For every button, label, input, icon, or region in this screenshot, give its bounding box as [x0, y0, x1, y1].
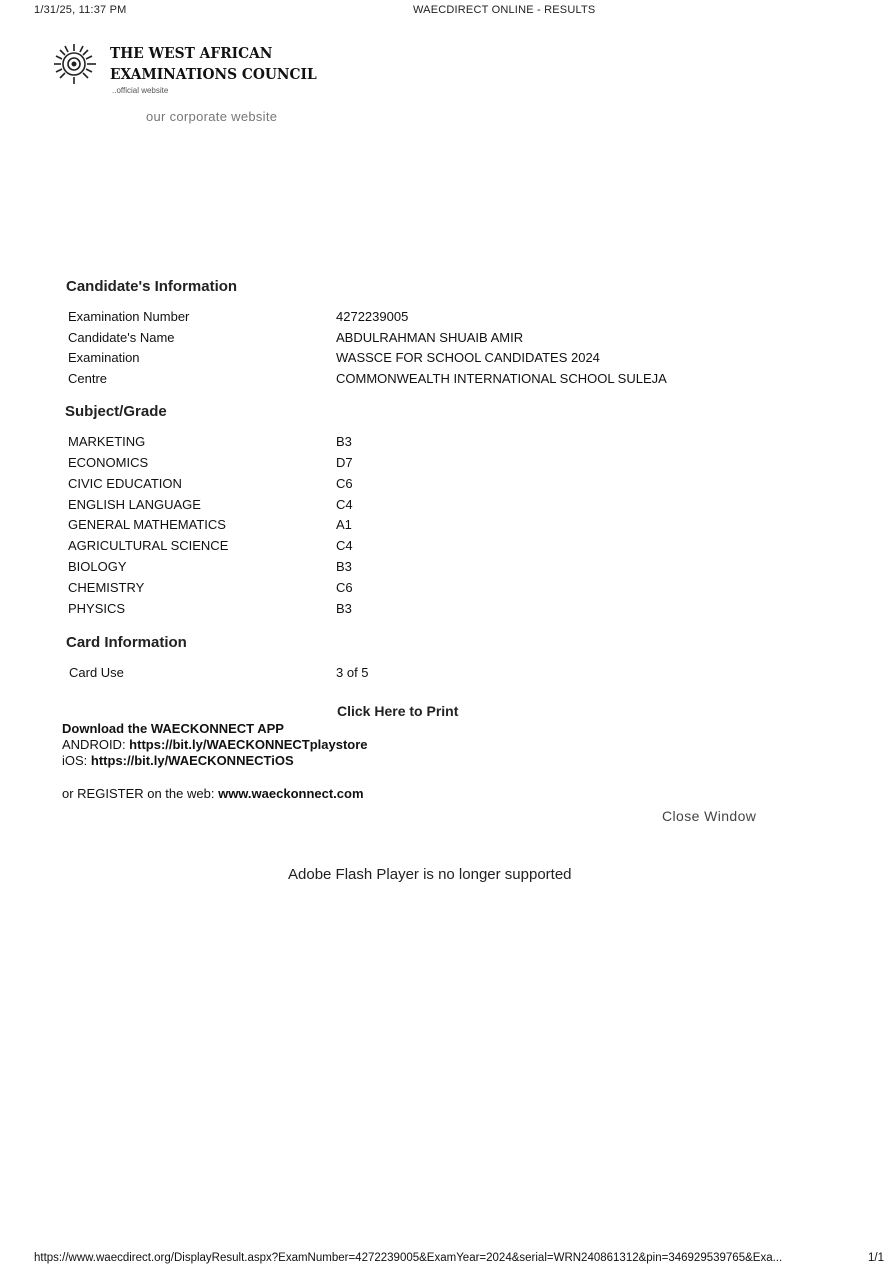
print-button[interactable]: Click Here to Print	[337, 703, 459, 719]
centre-label: Centre	[68, 371, 108, 386]
register-link[interactable]: www.waeckonnect.com	[218, 786, 364, 801]
card-use-value: 3 of 5	[336, 665, 369, 680]
exam-number-label: Examination Number	[68, 309, 190, 324]
centre-value: COMMONWEALTH INTERNATIONAL SCHOOL SULEJA	[336, 371, 667, 386]
print-page-title: WAECDIRECT ONLINE - RESULTS	[413, 4, 596, 16]
subject-grade: C4	[336, 538, 353, 553]
subject-name: CHEMISTRY	[68, 580, 145, 595]
subject-name: ECONOMICS	[68, 455, 149, 470]
org-name-line1: THE WEST AFRICAN	[110, 44, 273, 62]
register-line	[62, 786, 364, 801]
register-label: or REGISTER on the web:	[62, 786, 219, 801]
subject-name: ENGLISH LANGUAGE	[68, 497, 201, 512]
ios-line	[62, 753, 294, 768]
subject-grade: C6	[336, 476, 353, 491]
subject-grade: B3	[336, 601, 352, 616]
subject-grade: D7	[336, 455, 353, 470]
android-line	[62, 737, 368, 752]
exam-number-value: 4272239005	[336, 309, 409, 324]
print-datetime: 1/31/25, 11:37 PM	[34, 4, 127, 16]
ios-label: iOS:	[62, 753, 91, 768]
examination-value: WASSCE FOR SCHOOL CANDIDATES 2024	[336, 350, 600, 365]
card-use-label: Card Use	[69, 665, 124, 680]
candidate-name-label: Candidate's Name	[68, 330, 175, 345]
subject-grade: B3	[336, 434, 352, 449]
android-label: ANDROID:	[62, 737, 130, 752]
flash-notice: Adobe Flash Player is no longer supported	[288, 866, 572, 883]
close-window-button[interactable]: Close Window	[662, 808, 757, 824]
examination-label: Examination	[68, 350, 140, 365]
subject-grade: C6	[336, 580, 353, 595]
corporate-website-link[interactable]: our corporate website	[146, 109, 278, 124]
subject-grade-heading: Subject/Grade	[65, 403, 167, 420]
card-info-heading: Card Information	[66, 634, 187, 651]
logo-tagline: ..official website	[112, 86, 169, 95]
subject-grade: A1	[336, 517, 352, 532]
print-footer-page: 1/1	[868, 1252, 884, 1264]
subject-name: BIOLOGY	[68, 559, 127, 574]
candidate-name-value: ABDULRAHMAN SHUAIB AMIR	[336, 330, 524, 345]
ios-store-link[interactable]: https://bit.ly/WAECKONNECTiOS	[90, 753, 294, 768]
app-download-title: Download the WAECKONNECT APP	[62, 721, 284, 736]
candidate-info-heading: Candidate's Information	[66, 278, 238, 295]
subject-name: PHYSICS	[68, 601, 126, 616]
org-name-line2: EXAMINATIONS COUNCIL	[110, 65, 317, 83]
subject-grade: C4	[336, 497, 353, 512]
subject-name: GENERAL MATHEMATICS	[68, 517, 226, 532]
print-footer-url: https://www.waecdirect.org/DisplayResult.aspx?ExamNumber=4272239005&ExamYear=2024&serial=WRN240861312&pin=346929539765&Exa...	[34, 1252, 783, 1264]
android-store-link[interactable]: https://bit.ly/WAECKONNECTplaystore	[129, 737, 368, 752]
subject-name: AGRICULTURAL SCIENCE	[68, 538, 229, 553]
waec-logo-icon[interactable]	[50, 40, 102, 88]
subject-name: CIVIC EDUCATION	[68, 476, 182, 491]
subject-grade: B3	[336, 559, 352, 574]
subject-name: MARKETING	[68, 434, 146, 449]
